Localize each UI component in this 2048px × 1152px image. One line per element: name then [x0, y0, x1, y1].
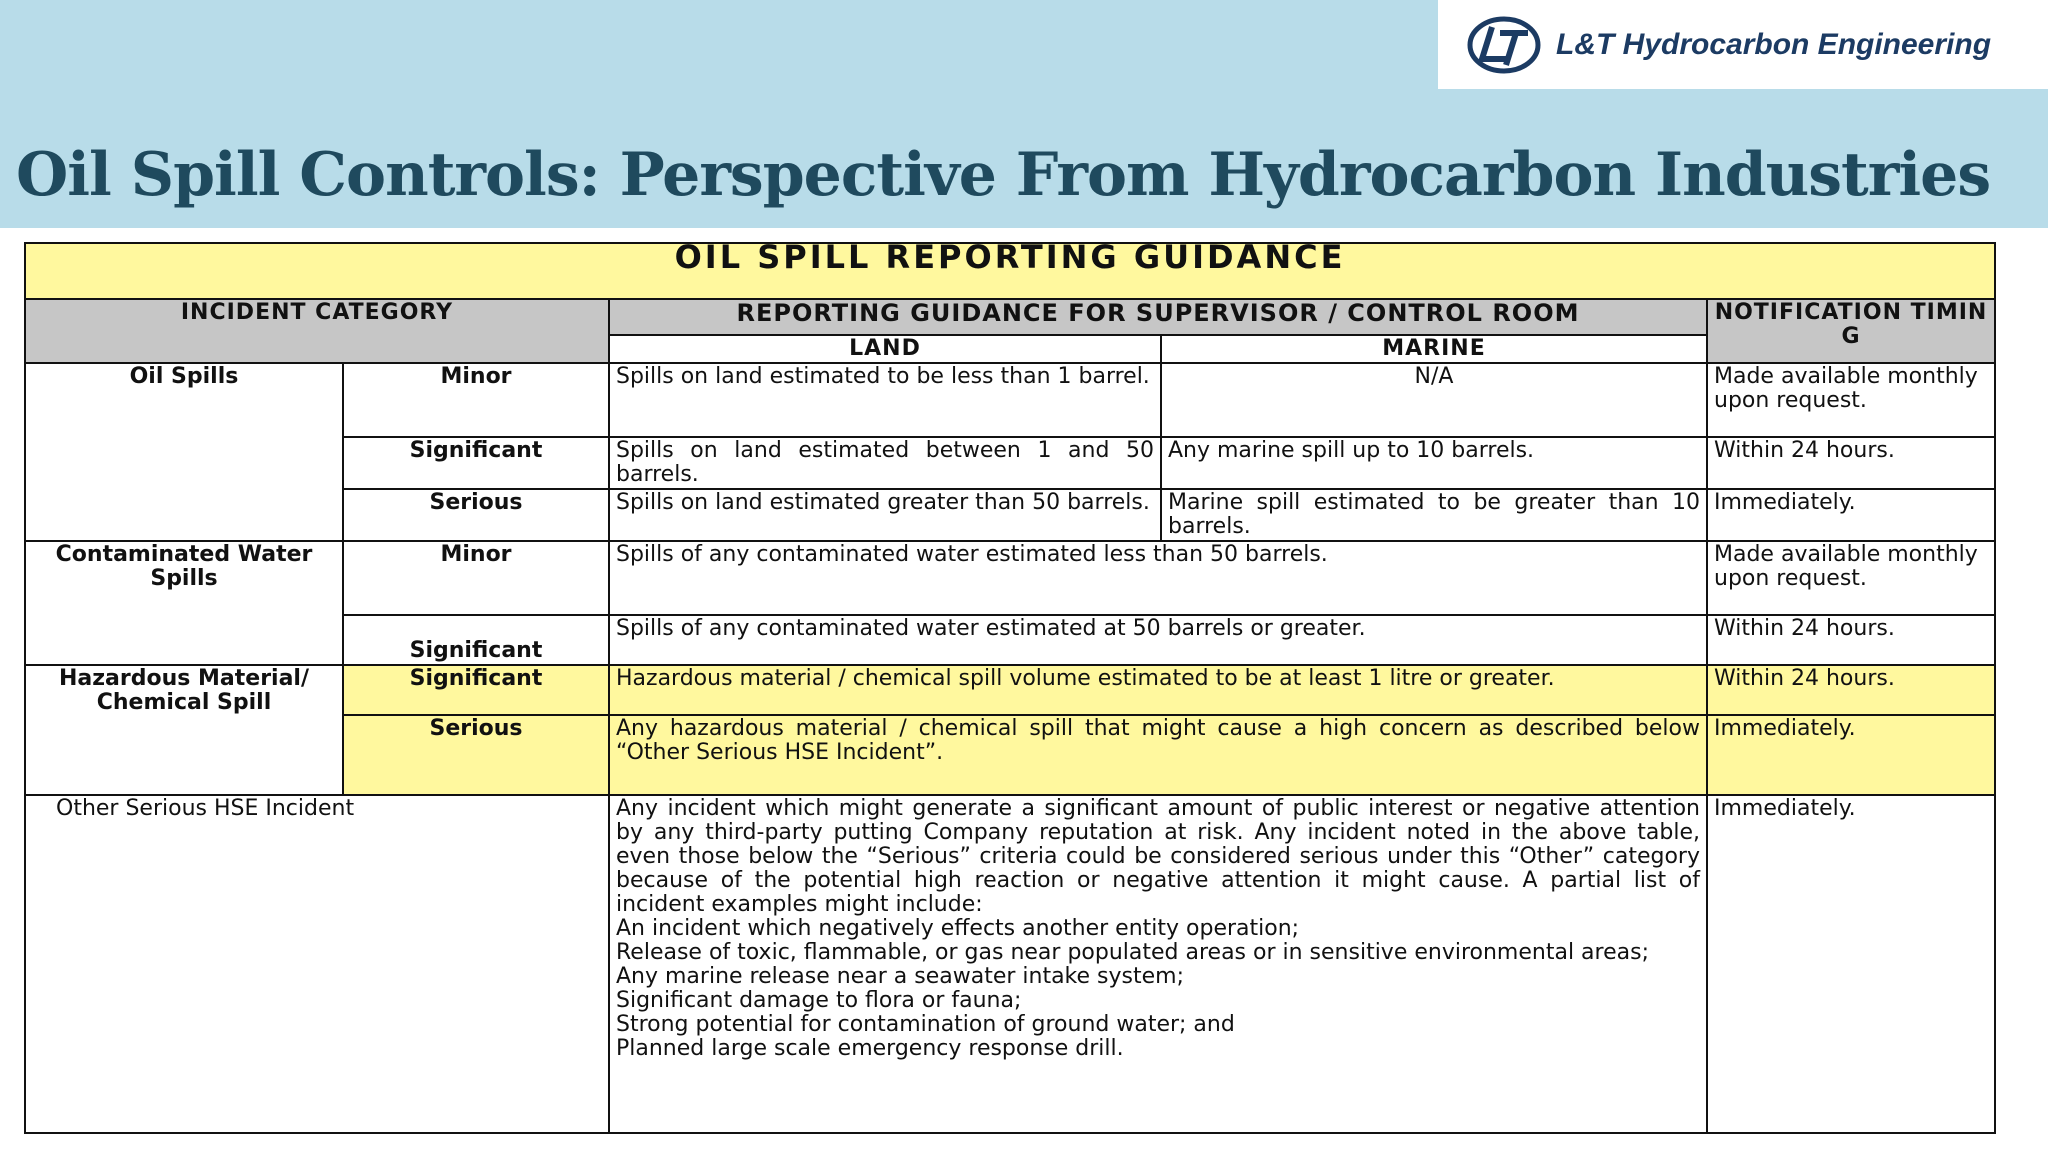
category-water-spills: Contaminated Water Spills [25, 541, 343, 665]
reporting-guidance-table [24, 242, 1994, 1134]
severity-significant: Significant [343, 615, 609, 665]
company-logo [1438, 0, 2048, 89]
category-oil-spills: Oil Spills [25, 363, 343, 541]
hazardous-serious-timing: Immediately. [1707, 715, 1995, 795]
water-significant-guidance: Spills of any contaminated water estimated at 50 barrels or greater. [609, 615, 1707, 665]
water-minor-timing: Made available monthly upon request. [1707, 541, 1995, 615]
hazardous-significant-guidance: Hazardous material / chemical spill volume estimated to be at least 1 litre or greater. [609, 665, 1707, 715]
oil-significant-land: Spills on land estimated between 1 and 50 barrels. [609, 437, 1161, 489]
header-incident-category: INCIDENT CATEGORY [25, 299, 609, 363]
list-item: An incident which negatively effects another entity operation; [616, 916, 1300, 941]
header-reporting-guidance: REPORTING GUIDANCE FOR SUPERVISOR / CONTROL ROOM [609, 299, 1707, 335]
oil-significant-timing: Within 24 hours. [1707, 437, 1995, 489]
severity-significant: Significant [343, 665, 609, 715]
severity-minor: Minor [343, 541, 609, 615]
oil-serious-timing: Immediately. [1707, 489, 1995, 541]
header-land: LAND [609, 335, 1161, 363]
header-marine: MARINE [1161, 335, 1707, 363]
other-hse-timing: Immediately. [1707, 795, 1995, 1133]
water-minor-guidance: Spills of any contaminated water estimated less than 50 barrels. [609, 541, 1707, 615]
oil-significant-marine: Any marine spill up to 10 barrels. [1161, 437, 1707, 489]
category-hazardous: Hazardous Material/ Chemical Spill [25, 665, 343, 795]
oil-minor-land: Spills on land estimated to be less than 1 barrel. [609, 363, 1161, 437]
severity-serious: Serious [343, 715, 609, 795]
water-significant-timing: Within 24 hours. [1707, 615, 1995, 665]
oil-serious-land: Spills on land estimated greater than 50 barrels. [609, 489, 1161, 541]
category-other-hse: Other Serious HSE Incident [25, 795, 609, 1133]
page-title: Oil Spill Controls: Perspective From Hydrocarbon Industries [16, 140, 1991, 210]
hazardous-serious-guidance: Any hazardous material / chemical spill that might cause a high concern as described below “Other Serious HSE Incident”. [609, 715, 1707, 795]
logo-text: L&T Hydrocarbon Engineering [1556, 27, 1992, 61]
header-notification-timing: NOTIFICATION TIMING [1707, 299, 1995, 363]
list-item: Planned large scale emergency response drill. [616, 1036, 1124, 1061]
lt-logo-icon [1466, 15, 1542, 75]
severity-significant: Significant [343, 437, 609, 489]
oil-serious-marine: Marine spill estimated to be greater than 10 barrels. [1161, 489, 1707, 541]
other-hse-intro: Any incident which might generate a significant amount of public interest or negative attention by any third-party putting Company reputation at risk. Any incident noted in the above table, even those below the “Serious” criteria could be considered serious under this “Other” category because of the potential high reaction or negative attention it might cause. A partial list of incident examples might include: [616, 796, 1700, 917]
other-hse-guidance [609, 795, 1707, 1133]
list-item: Significant damage to flora or fauna; [616, 988, 1022, 1013]
severity-minor: Minor [343, 363, 609, 437]
list-item: Any marine release near a seawater intake system; [616, 964, 1184, 989]
oil-minor-marine: N/A [1161, 363, 1707, 437]
list-item: Strong potential for contamination of ground water; and [616, 1012, 1235, 1037]
severity-serious: Serious [343, 489, 609, 541]
list-item: Release of toxic, flammable, or gas near populated areas or in sensitive environmental areas; [616, 940, 1649, 965]
hazardous-significant-timing: Within 24 hours. [1707, 665, 1995, 715]
table-banner: OIL SPILL REPORTING GUIDANCE [25, 243, 1995, 299]
oil-minor-timing: Made available monthly upon request. [1707, 363, 1995, 437]
